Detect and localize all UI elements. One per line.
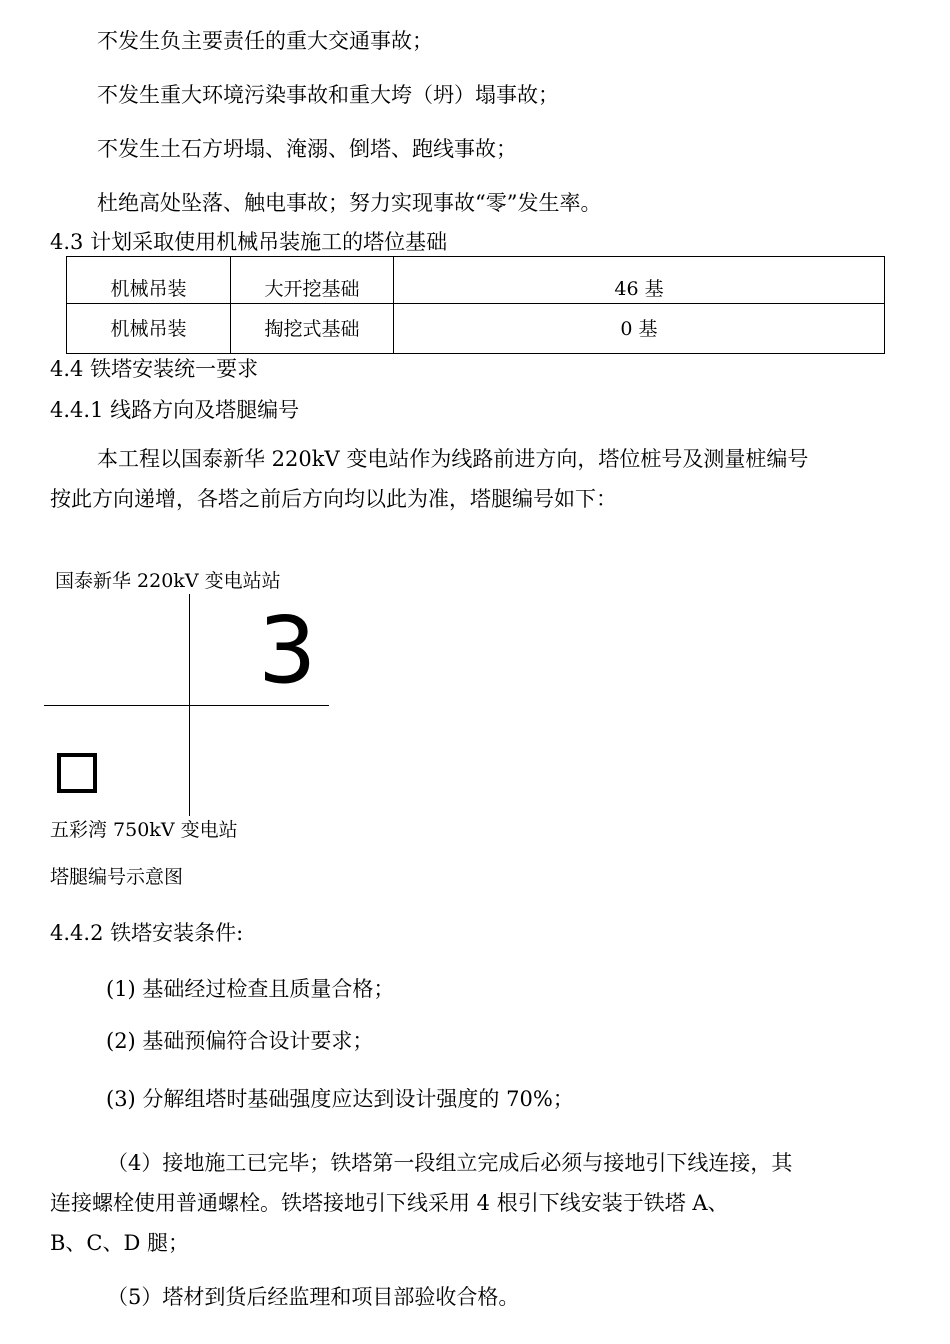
section-4-3-heading: 4.3 计划采取使用机械吊装施工的塔位基础 [50,230,448,254]
condition-item-4-line-3: B、C、D 腿； [50,1231,190,1255]
diagram-top-label: 国泰新华 220kV 变电站站 [55,570,281,592]
section-4-4-1-heading: 4.4.1 线路方向及塔腿编号 [50,398,300,422]
square-marker-icon [57,753,97,793]
condition-item-1: (1) 基础经过检查且质量合格； [106,977,395,1001]
paragraph-line-2: 按此方向递增，各塔之前后方向均以此为准，塔腿编号如下： [50,487,617,511]
diagram-bottom-label: 五彩湾 750kV 变电站 [50,819,238,841]
target-line-1: 不发生负主要责任的重大交通事故； [97,29,433,53]
condition-item-2: (2) 基础预偏符合设计要求； [106,1029,374,1053]
table-cell: 46 基 [394,257,885,304]
paragraph-line-1: 本工程以国泰新华 220kV 变电站作为线路前进方向，塔位桩号及测量桩编号 [97,447,809,471]
target-line-4: 杜绝高处坠落、触电事故；努力实现事故“零”发生率。 [97,191,602,215]
condition-item-4-line-2: 连接螺栓使用普通螺栓。铁塔接地引下线采用 4 根引下线安装于铁塔 A、 [50,1191,729,1215]
condition-item-4-line-1: （4）接地施工已完毕；铁塔第一段组立完成后必须与接地引下线连接，其 [107,1151,793,1175]
table-row [67,304,885,354]
table-cell: 机械吊装 [67,304,231,354]
condition-item-5: （5）塔材到货后经监理和项目部验收合格。 [107,1285,520,1309]
table-row [67,257,885,304]
diagram-caption: 塔腿编号示意图 [50,866,184,888]
section-4-4-heading: 4.4 铁塔安装统一要求 [50,357,259,381]
diagram-horizontal-axis [44,705,329,706]
diagram-leg-number: 3 [258,597,317,704]
table-cell: 掏挖式基础 [231,304,394,354]
target-line-2: 不发生重大环境污染事故和重大垮（坍）塌事故； [97,83,559,107]
target-line-3: 不发生土石方坍塌、淹溺、倒塔、跑线事故； [97,137,517,161]
table-cell: 机械吊装 [67,257,231,304]
table-cell: 0 基 [394,304,885,354]
table-cell: 大开挖基础 [231,257,394,304]
condition-item-3: (3) 分解组塔时基础强度应达到设计强度的 70%； [106,1087,574,1111]
section-4-4-2-heading: 4.4.2 铁塔安装条件: [50,921,244,945]
crane-foundation-table [66,256,885,354]
